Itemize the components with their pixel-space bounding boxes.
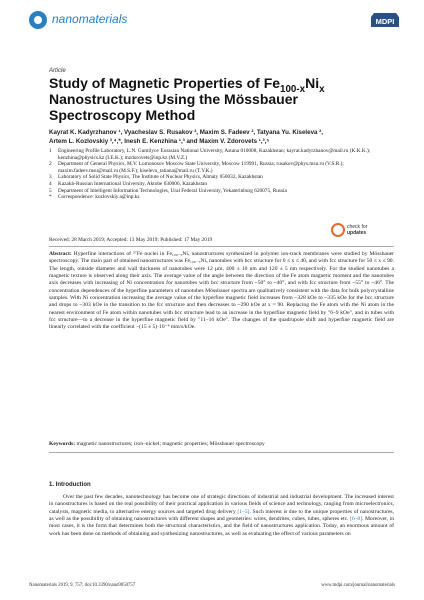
affiliation-item: 2 Department of General Physics, M.V. Lomonosov Moscow State University, Moscow 119991, Russia; rusakov@phys.msu.ru (V.S.R.); maxim.fadeev.msu@mail.ru (M.S.F.); kiseleva_tatiana@mail.ru (T.Y.K.) [49, 161, 344, 174]
article-type: Article [49, 68, 66, 74]
journal-logo-icon [29, 11, 47, 29]
affiliation-item: 4 Kazakh-Russian International University, Aktobe 030006, Kazakhstan [49, 180, 207, 187]
affiliation-list [49, 148, 394, 201]
mdpi-logo-icon [370, 11, 400, 29]
footer-citation: Nanomaterials 2019, 9, 757; doi:10.3390/nano9050757 [29, 583, 136, 588]
author-line: Kayrat K. Kadyrzhanov ¹, Vyacheslav S. Rusakov ², Maxim S. Fadeev ², Tatyana Yu. Kiseleva ², [49, 129, 323, 136]
svg-text:MDPI: MDPI [375, 17, 395, 26]
paper-title: Study of Magnetic Properties of $Fe_{100-x}Ni_x$ Nanostructures Using the Mössbauer Spectroscopy Method [49, 75, 325, 123]
introduction-text: Over the past few decades, nanotechnology has become one of strategic directions of industrial and industrial development. The increased interest in nanostructures is based on the real possibility of their practical application in various fields of science and technology, ranging from microelectronics, catalysts, magnetic media, to alternative energy sources and targeted drug delivery [1–5]. Such interest is due to the unique properties of nanostructures, as well as the possibility of obtaining nanostructures with different shapes and geometries: wires, dendrites, cubes, tubes, spheres etc. [6–8]. Moreover, in most cases, it is the form that determines both the structural characteristics, and the field of nanostructures application. Today, an enormous amount of work has been done on methods of obtaining and synthesizing nanostructures, as well as evaluating the effect of various parameters on [49, 494, 395, 537]
keywords [49, 441, 394, 448]
journal-header [29, 8, 397, 30]
check-updates-icon [331, 223, 345, 237]
citation-link[interactable]: [1–5] [237, 508, 250, 515]
keywords-text: magnetic nanostructures; iron–nickel; magnetic properties; Mössbauer spectroscopy [76, 441, 265, 447]
keywords-label: Keywords: [49, 441, 76, 447]
footer-url[interactable]: www.mdpi.com/journal/nanomaterials [321, 583, 395, 588]
check-updates-label: check for updates [347, 224, 368, 236]
correspondence: * Correspondence: kozlovskiy.a@inp.kz [49, 194, 140, 201]
citation-link[interactable]: [6–8] [349, 516, 363, 523]
publication-dates: Received: 28 March 2019; Accepted: 13 May 2019; Published: 17 May 2019 [49, 237, 213, 243]
divider [49, 246, 394, 247]
abstract [49, 251, 394, 332]
section-heading: 1. Introduction [49, 482, 91, 488]
affiliation-item: 5 Department of Intelligent Information Technologies, Ural Federal University, Yekaterinburg 620075, Russia [49, 187, 287, 194]
affiliation-item: 1 Engineering Profile Laboratory, L.N. Gumilyov Eurasian National University, Astana 010008, Kazakhstan; kayrat.kadyrzhanov@mail.ru (K.K.K.); kenzhina@physics.kz (I.E.K.); mzdorovets@inp.kz (M.V.Z.) [49, 148, 371, 161]
affiliation-item: 3 Laboratory of Solid State Physics, The Institute of Nuclear Physics, Almaty 050032, Kazakhstan [49, 174, 263, 181]
check-for-updates-badge[interactable] [331, 223, 371, 241]
abstract-text: Hyperfine interactions of ⁵⁷Fe nuclei in Fe₁₀₀₋ₓNiₓ nanostructures synthesized in polymer ion-track membranes were studied by Mössbauer spectroscopy. The main part of obtained nanostructures was Fe₁₀₀₋ₓNiₓ nanotubes with bcc structure for 0 ≤ x ≤ 40, and with fcc structure for 50 ≤ x ≤ 90. The length, outside diameter and wall thickness of nanotubes were 12 µm, 400 ± 10 nm and 120 ± 5 nm respectively. For the studied nanotubes a magnetic texture is observed along their axis. The average value of the angle between the direction of the Fe atom magnetic moment and the nanotubes axis decreases with increasing of Ni concentration for nanotubes with bcc structure from ~50° to ~40°, and with fcc structure from ~55° to ~46°. The concentration dependences of the hyperfine parameters of nanotubes Mössbauer spectra are qualitatively consistent with the data for bulk polycrystalline samples. With Ni concentration increasing the average value of the hyperfine magnetic field increases from ~328 kOe to ~335 kOe for the bcc structure and drops to ~303 kOe in the transition to the fcc structure and then decreases to ~290 kOe at x = 90. Replacing the Fe atom with the Ni atom in the nearest environment of Fe atom within nanotubes with bcc structure lead to an increase in the hyperfine magnetic field by "6–9 kOe", and in tubes with fcc structure—to a decrease in the hyperfine magnetic field by "11–16 kOe". The changes of the quadrupole shift and hyperfine magnetic field are linearly correlated with the coefficient −(15 ± 5)·10⁻⁴ mm/s/kOe. [49, 251, 395, 331]
abstract-label: Abstract: [49, 251, 72, 257]
journal-name: nanomaterials [52, 12, 128, 26]
author-line: Artem L. Kozlovskiy ³,⁴,*, Inesh E. Kenzhina ¹,³ and Maxim V. Zdorovets ¹,³,⁵ [49, 137, 270, 145]
divider [49, 452, 394, 453]
author-list [49, 129, 394, 146]
